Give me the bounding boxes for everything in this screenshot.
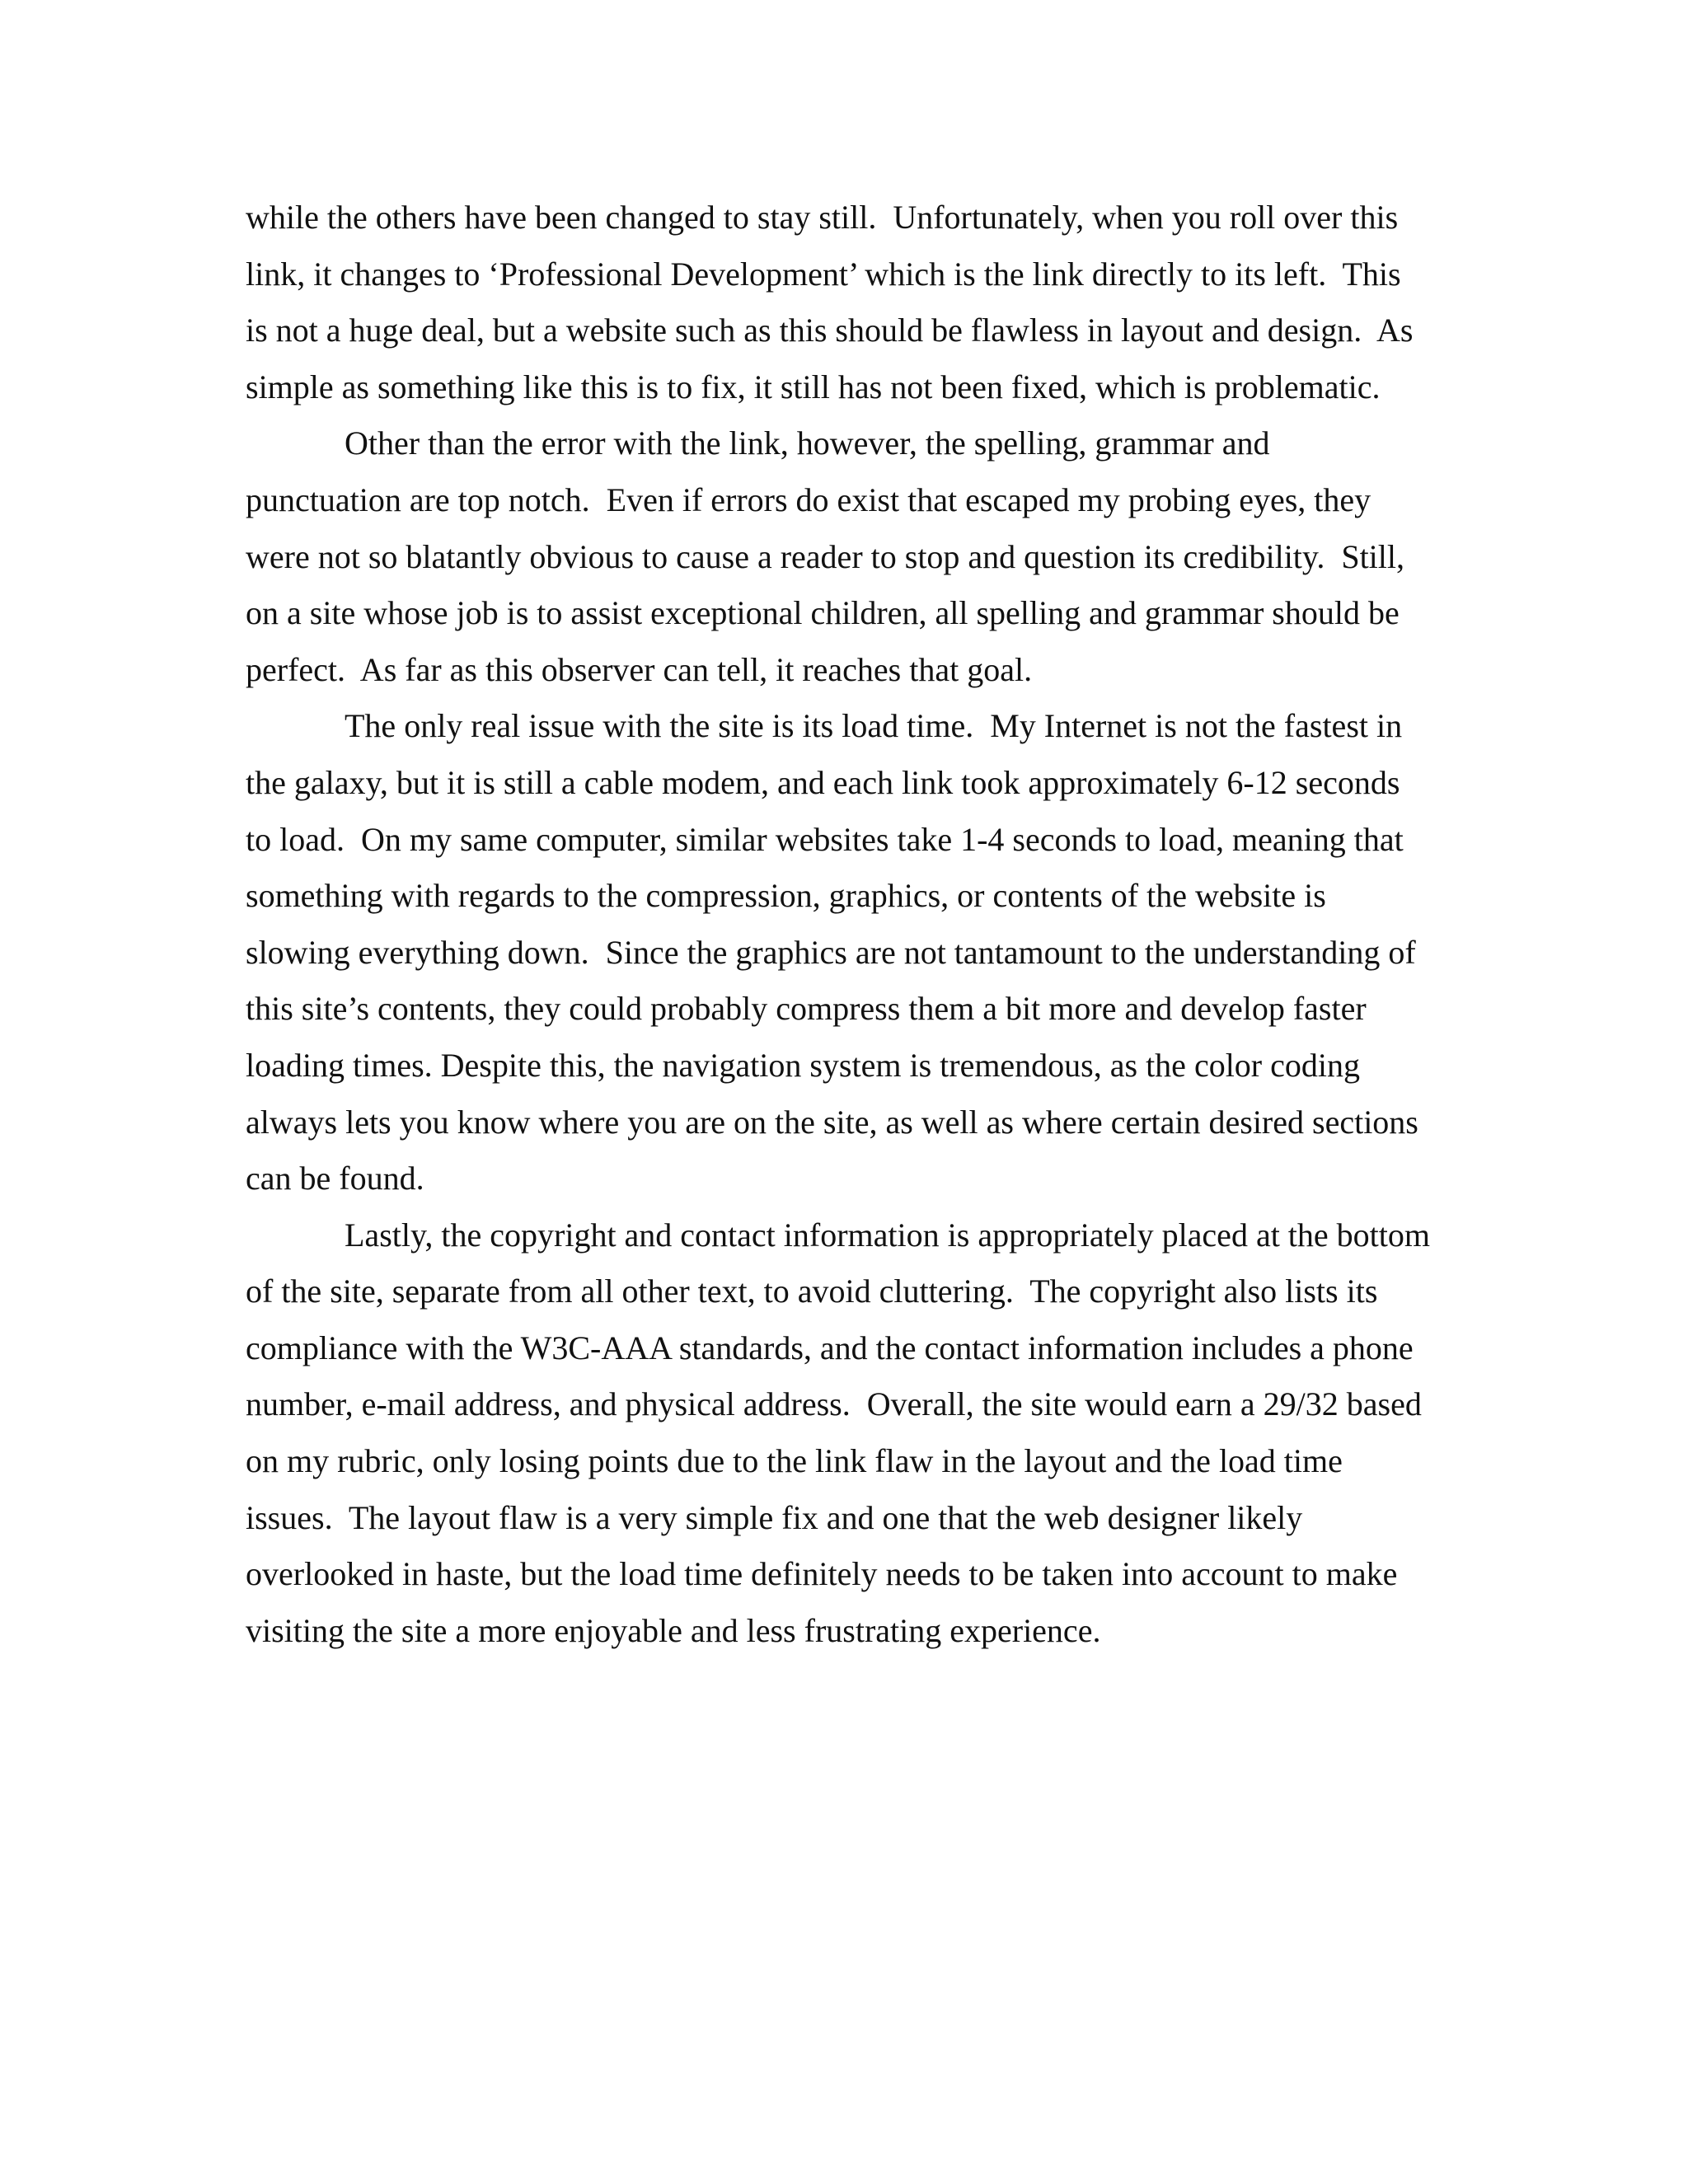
text-line: slowing everything down. Since the graphics are not tantamount to the understanding of xyxy=(246,933,1416,971)
text-line: this site’s contents, they could probably compress them a bit more and develop faster xyxy=(246,990,1367,1028)
text-line: on a site whose job is to assist exceptional children, all spelling and grammar should be xyxy=(246,594,1400,632)
text-line: overlooked in haste, but the load time definitely needs to be taken into account to make xyxy=(246,1555,1398,1593)
text-line: to load. On my same computer, similar websites take 1-4 seconds to load, meaning that xyxy=(246,820,1404,858)
document-body xyxy=(246,190,1449,1659)
text-line: were not so blatantly obvious to cause a reader to stop and question its credibility. Still, xyxy=(246,537,1405,575)
text-line: simple as something like this is to fix, it still has not been fixed, which is problematic. xyxy=(246,368,1381,405)
text-line: link, it changes to ‘Professional Development’ which is the link directly to its left. This xyxy=(246,255,1401,293)
text-line: is not a huge deal, but a website such as this should be flawless in layout and design. As xyxy=(246,312,1414,349)
text-line: of the site, separate from all other text, to avoid cluttering. The copyright also lists its xyxy=(246,1272,1378,1310)
text-line: number, e-mail address, and physical address. Overall, the site would earn a 29/32 based xyxy=(246,1385,1422,1423)
text-line: issues. The layout flaw is a very simple fix and one that the web designer likely xyxy=(246,1498,1303,1536)
text-line: can be found. xyxy=(246,1160,424,1197)
text-line: on my rubric, only losing points due to the link flaw in the layout and the load time xyxy=(246,1442,1343,1480)
text-line: punctuation are top notch. Even if errors do exist that escaped my probing eyes, they xyxy=(246,480,1372,518)
text-line: Lastly, the copyright and contact information is appropriately placed at the bottom xyxy=(345,1216,1431,1254)
text-line: something with regards to the compression, graphics, or contents of the website is xyxy=(246,877,1326,915)
text-line: visiting the site a more enjoyable and less frustrating experience. xyxy=(246,1611,1101,1649)
text-line: Other than the error with the link, however, the spelling, grammar and xyxy=(345,424,1270,462)
text-line: compliance with the W3C-AAA standards, and the contact information includes a phone xyxy=(246,1329,1414,1366)
text-line: always lets you know where you are on the site, as well as where certain desired sections xyxy=(246,1103,1418,1141)
text-line: loading times. Despite this, the navigation system is tremendous, as the color coding xyxy=(246,1046,1360,1084)
text-line: the galaxy, but it is still a cable modem, and each link took approximately 6-12 seconds xyxy=(246,763,1400,801)
text-line: while the others have been changed to stay still. Unfortunately, when you roll over this xyxy=(246,199,1399,236)
text-line: The only real issue with the site is its load time. My Internet is not the fastest in xyxy=(345,707,1403,745)
text-line: perfect. As far as this observer can tell, it reaches that goal. xyxy=(246,650,1033,688)
